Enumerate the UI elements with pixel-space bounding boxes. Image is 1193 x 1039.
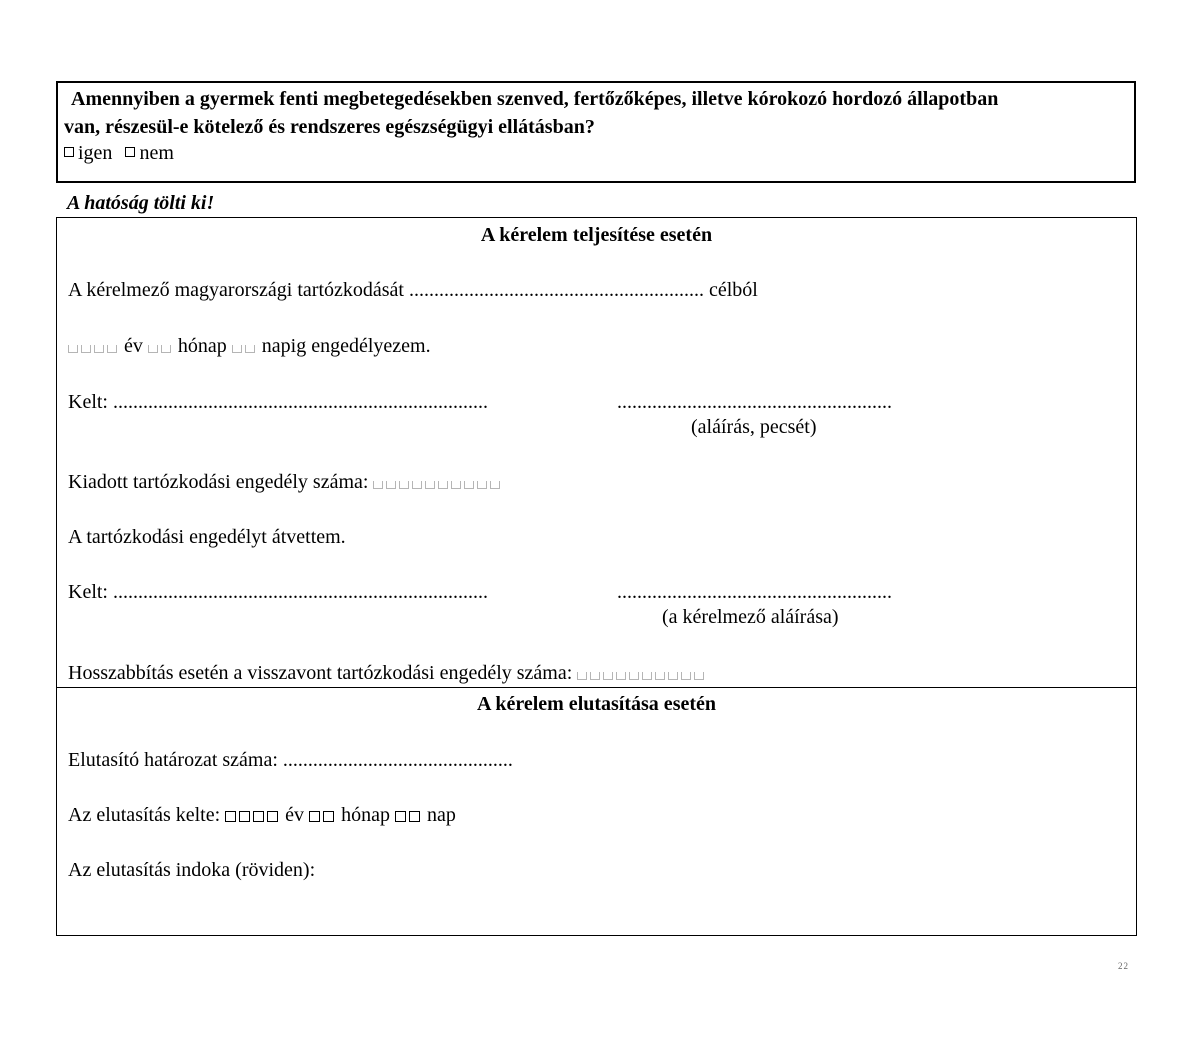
duration-day-boxes[interactable]: [232, 335, 258, 359]
duration-month-boxes[interactable]: [148, 335, 174, 359]
decision-number-label: Elutasító határozat száma:: [68, 749, 278, 771]
rejection-date-label: Az elutasítás kelte:: [68, 804, 221, 826]
health-care-question: [64, 85, 1128, 141]
duration-year-label: év: [124, 335, 143, 357]
option-no-label: nem: [139, 142, 174, 164]
duration-day-label: napig engedélyezem.: [261, 335, 431, 357]
stay-purpose-prefix: A kérelmező magyarországi tartózkodását: [68, 279, 404, 301]
dated-field[interactable]: ...........................................................................: [113, 391, 488, 413]
yes-no-options: [64, 141, 1128, 165]
rejection-month-boxes[interactable]: [309, 804, 337, 828]
section-divider: [57, 687, 1136, 688]
stay-purpose-suffix: célból: [708, 279, 758, 301]
checkbox-no[interactable]: [125, 147, 135, 157]
dated-line-2: [68, 580, 488, 604]
signature-caption: (aláírás, pecsét): [691, 416, 817, 438]
dated-label-2: Kelt:: [68, 581, 108, 603]
signature-field[interactable]: .......................................................: [617, 391, 892, 413]
checkbox-yes[interactable]: [64, 147, 74, 157]
duration-year-boxes[interactable]: [68, 335, 120, 359]
applicant-signature-caption: (a kérelmező aláírása): [662, 606, 839, 628]
permit-number-boxes[interactable]: [373, 471, 503, 495]
authority-section-box: [56, 217, 1137, 936]
permit-number-label: Kiadott tartózkodási engedély száma:: [68, 471, 369, 493]
rejection-year-label: év: [285, 804, 305, 826]
permit-number-line: [68, 470, 507, 495]
rejection-reason-label: Az elutasítás indoka (röviden):: [68, 859, 316, 881]
rejection-day-boxes[interactable]: [395, 804, 423, 828]
option-yes-label: igen: [78, 142, 113, 164]
stay-purpose-line: [68, 278, 758, 302]
authority-note: A hatóság tölti ki!: [67, 192, 215, 214]
rejection-day-label: nap: [426, 804, 456, 826]
revoked-permit-line: [68, 661, 711, 686]
health-care-question-box: [56, 81, 1136, 183]
question-line-1: Amennyiben a gyermek fenti megbetegedésekben szenved, fertőzőképes, illetve kórokozó hordozó állapotban: [71, 88, 999, 110]
duration-month-label: hónap: [177, 335, 227, 357]
applicant-signature-field[interactable]: .......................................................: [617, 581, 892, 603]
received-statement: A tartózkodási engedélyt átvettem.: [68, 526, 346, 548]
rejection-month-label: hónap: [341, 804, 390, 826]
decision-number-field[interactable]: ..............................................: [282, 749, 513, 771]
rejection-heading: A kérelem elutasítása esetén: [476, 693, 717, 715]
page-number: 22: [1118, 961, 1129, 971]
revoked-permit-label: Hosszabbítás esetén a visszavont tartózkodási engedély száma:: [68, 662, 573, 684]
approval-heading: A kérelem teljesítése esetén: [480, 224, 713, 246]
revoked-permit-boxes[interactable]: [577, 662, 707, 686]
stay-purpose-field[interactable]: ...........................................................: [408, 279, 704, 301]
question-line-2: van, részesül-e kötelező és rendszeres egészségügyi ellátásban?: [64, 116, 595, 138]
duration-line: [68, 334, 431, 359]
dated-field-2[interactable]: ...........................................................................: [113, 581, 488, 603]
rejection-year-boxes[interactable]: [225, 804, 281, 828]
dated-line-1: [68, 390, 488, 414]
dated-label: Kelt:: [68, 391, 108, 413]
decision-number-line: [68, 748, 513, 772]
rejection-date-line: [68, 803, 456, 828]
